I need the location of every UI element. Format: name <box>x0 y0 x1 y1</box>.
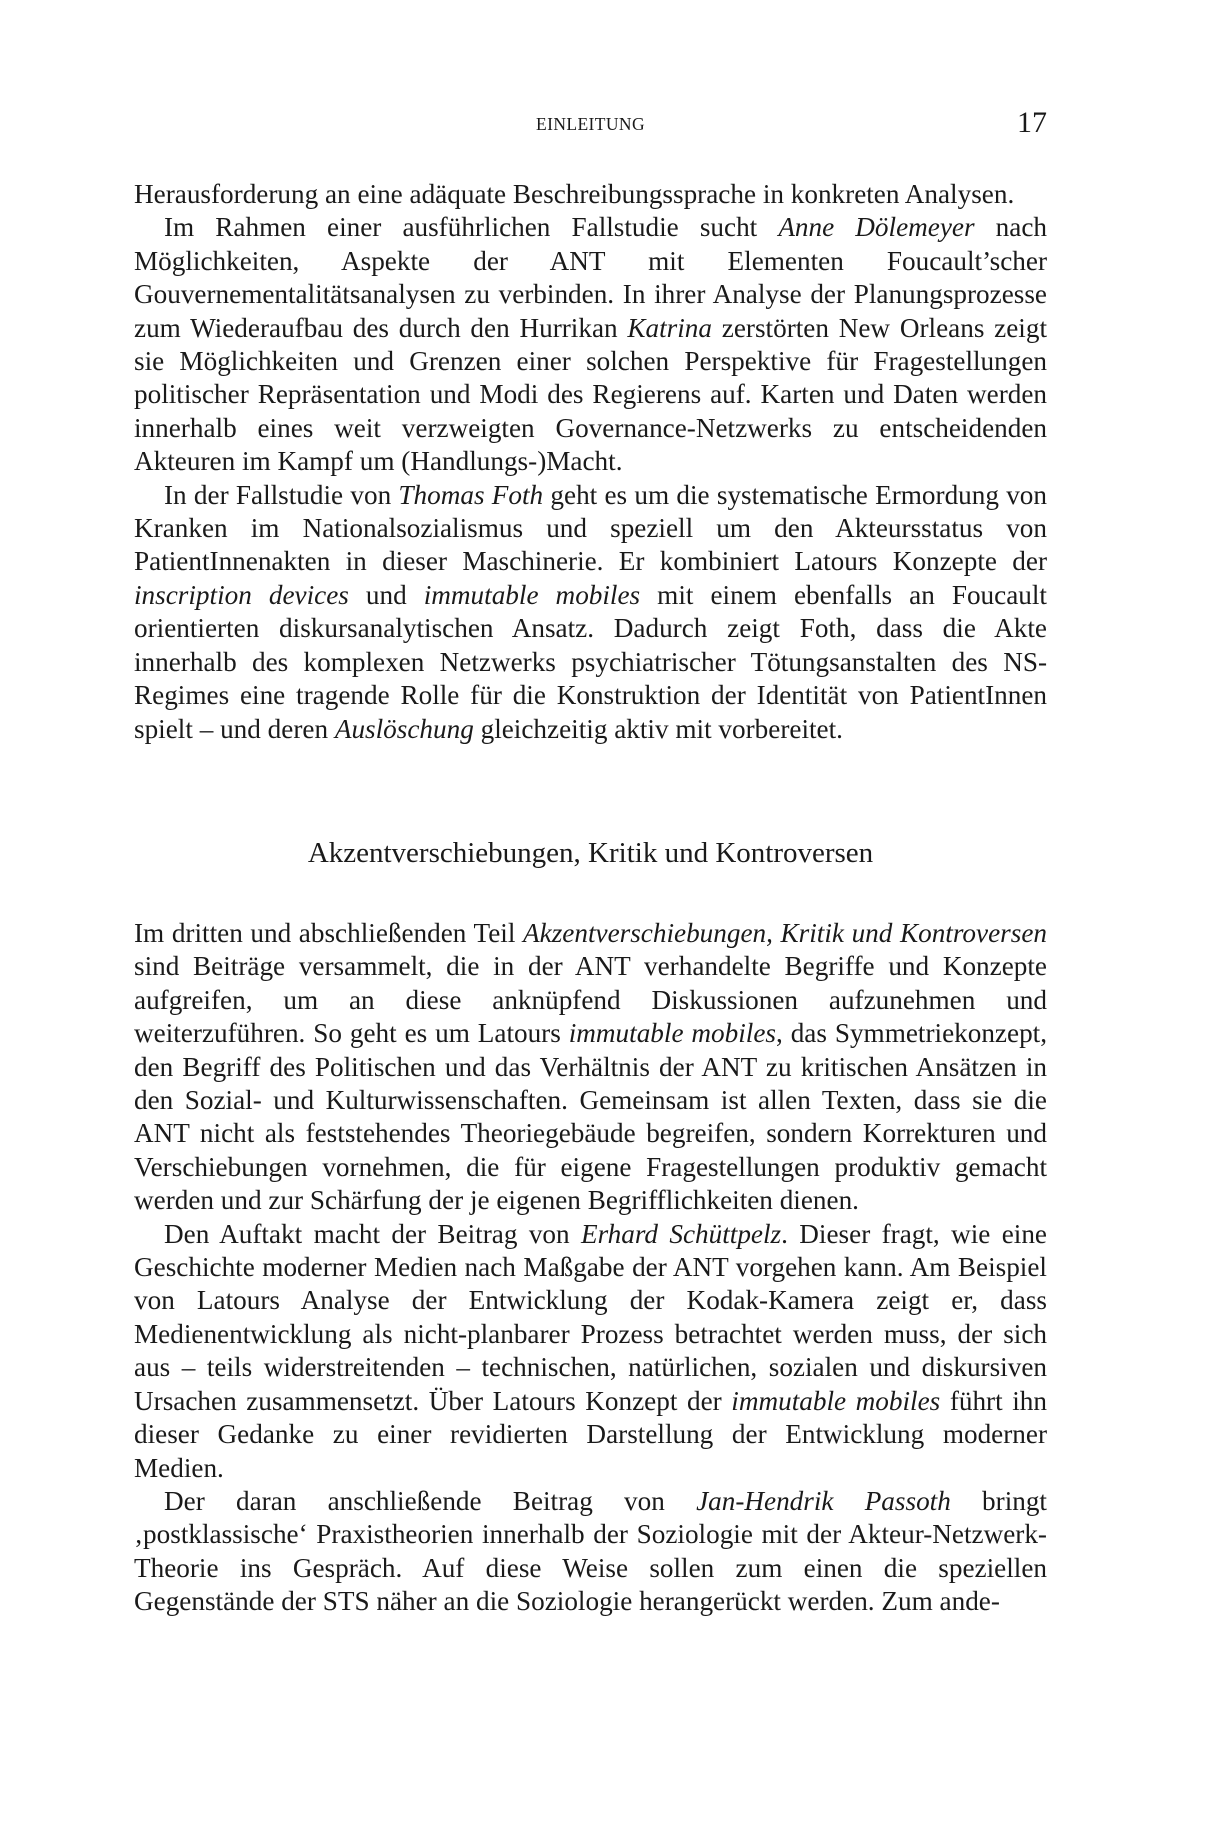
text-run: Der daran anschließende Beitrag von <box>164 1485 697 1516</box>
author-name: Thomas Foth <box>398 479 544 510</box>
author-name: Jan-Hendrik Passoth <box>696 1485 951 1516</box>
paragraph-schuettpelz <box>134 1218 1047 1485</box>
italic-term: immutable mobiles <box>423 579 641 610</box>
italic-title: Akzentverschiebungen, Kritik und Kontroversen <box>523 918 1047 948</box>
text-run: bringt ‚postklassische‘ Praxistheorien innerhalb der Soziologie mit der Akteur-Netzwerk-Theorie ins Gespräch. Auf diese Weise sollen zum einen die speziellen Gegenstände der STS näher an die Soziologie herangerückt werden. Zum ande- <box>134 1485 1047 1617</box>
text-run: gleichzeitig aktiv mit vorbereitet. <box>473 713 843 744</box>
italic-term: immutable mobiles <box>731 1385 941 1416</box>
italic-term: Auslöschung <box>334 713 474 744</box>
italic-term: inscription devices <box>134 579 349 610</box>
author-name: Erhard Schüttpelz <box>580 1218 782 1249</box>
text-run: Den Auftakt macht der Beitrag von <box>164 1218 581 1249</box>
text-run: geht es um die systematische Ermordung von Kranken im Nationalsozialismus und speziell um den Akteursstatus von PatientInnenakten in dieser Maschinerie. Er kombiniert Latours Konzepte der <box>134 479 1047 577</box>
body-text-lower <box>134 917 1047 1619</box>
text-run: und <box>348 579 424 610</box>
running-title: EINLEITUNG <box>536 114 645 134</box>
text-run: Im Rahmen einer ausführlichen Fallstudie sucht <box>164 212 779 243</box>
paragraph-text: Herausforderung an eine adäquate Beschreibungssprache in konkreten Analysen. <box>134 179 1015 209</box>
author-name: Anne Dölemeyer <box>778 212 975 243</box>
italic-term: Katrina <box>627 312 712 343</box>
text-run: nach Möglichkeiten, Aspekte der ANT mit Elementen Foucault’scher Gouvernementalitätsanalysen zu verbinden. In ihrer Analyse der Planungsprozesse zum Wiederaufbau des durch den Hurrikan <box>134 212 1047 343</box>
paragraph-continuation <box>134 178 1047 211</box>
text-run: zerstörten New Orleans zeigt sie Möglichkeiten und Grenzen einer solchen Perspektive für Fragestellungen politischer Repräsentation und Modi des Regierens auf. Karten und Daten werden innerhalb eines weit verzweigten Governance-Netzwerks zu entscheidenden Akteuren im Kampf um (Handlungs-)Macht. <box>134 312 1048 477</box>
text-run: führt ihn dieser Gedanke zu einer revidierten Darstellung der Entwicklung moderner Medien. <box>134 1385 1047 1483</box>
text-run: sind Beiträge versammelt, die in der ANT verhandelte Begriffe und Konzepte aufgreifen, um an diese anknüpfend Diskussionen aufzunehmen und weiterzuführen. So geht es um Latours <box>134 951 1047 1049</box>
paragraph-section-intro <box>134 917 1047 1218</box>
body-text-upper <box>134 178 1047 746</box>
italic-term: immutable mobiles <box>568 1018 776 1049</box>
text-run: . Dieser fragt, wie eine Geschichte moderner Medien nach Maßgabe der ANT vorgehen kann. Am Beispiel von Latours Analyse der Entwicklung der Kodak-Kamera zeigt er, dass Medienentwicklung als nicht-planbarer Prozess betrachtet werden muss, der sich aus – teils widerstreitenden – technischen, natürlichen, sozialen und diskursiven Ursachen zusammensetzt. Über Latours Konzept der <box>134 1218 1047 1416</box>
paragraph-doelemeyer <box>134 211 1047 478</box>
text-run: mit einem ebenfalls an Foucault orientierten diskursanalytischen Ansatz. Dadurch zeigt Foth, dass die Akte innerhalb des komplexen Netzwerks psychiatrischer Tötungsanstalten des NS-Regimes eine tragende Rolle für die Konstruktion der Identität von PatientInnen spielt – und deren <box>134 579 1047 744</box>
text-run: In der Fallstudie von <box>164 479 399 510</box>
text-run: , das Symmetriekonzept, den Begriff des Politischen und das Verhältnis der ANT zu kritischen Ansätzen in den Sozial- und Kulturwissenschaften. Gemeinsam ist allen Texten, dass sie die ANT nicht als feststehendes Theoriegebäude begreifen, sondern Korrekturen und Verschiebungen vornehmen, die für eigene Fragestellungen produktiv gemacht werden und zur Schärfung der je eigenen Begrifflichkeiten dienen. <box>134 1018 1048 1216</box>
paragraph-passoth <box>134 1485 1047 1619</box>
text-run: Im dritten und abschließenden Teil <box>134 918 524 948</box>
running-header <box>134 108 1047 142</box>
paragraph-foth <box>134 479 1047 746</box>
page-number: 17 <box>1017 106 1047 139</box>
section-heading: Akzentverschiebungen, Kritik und Kontroversen <box>307 837 874 869</box>
